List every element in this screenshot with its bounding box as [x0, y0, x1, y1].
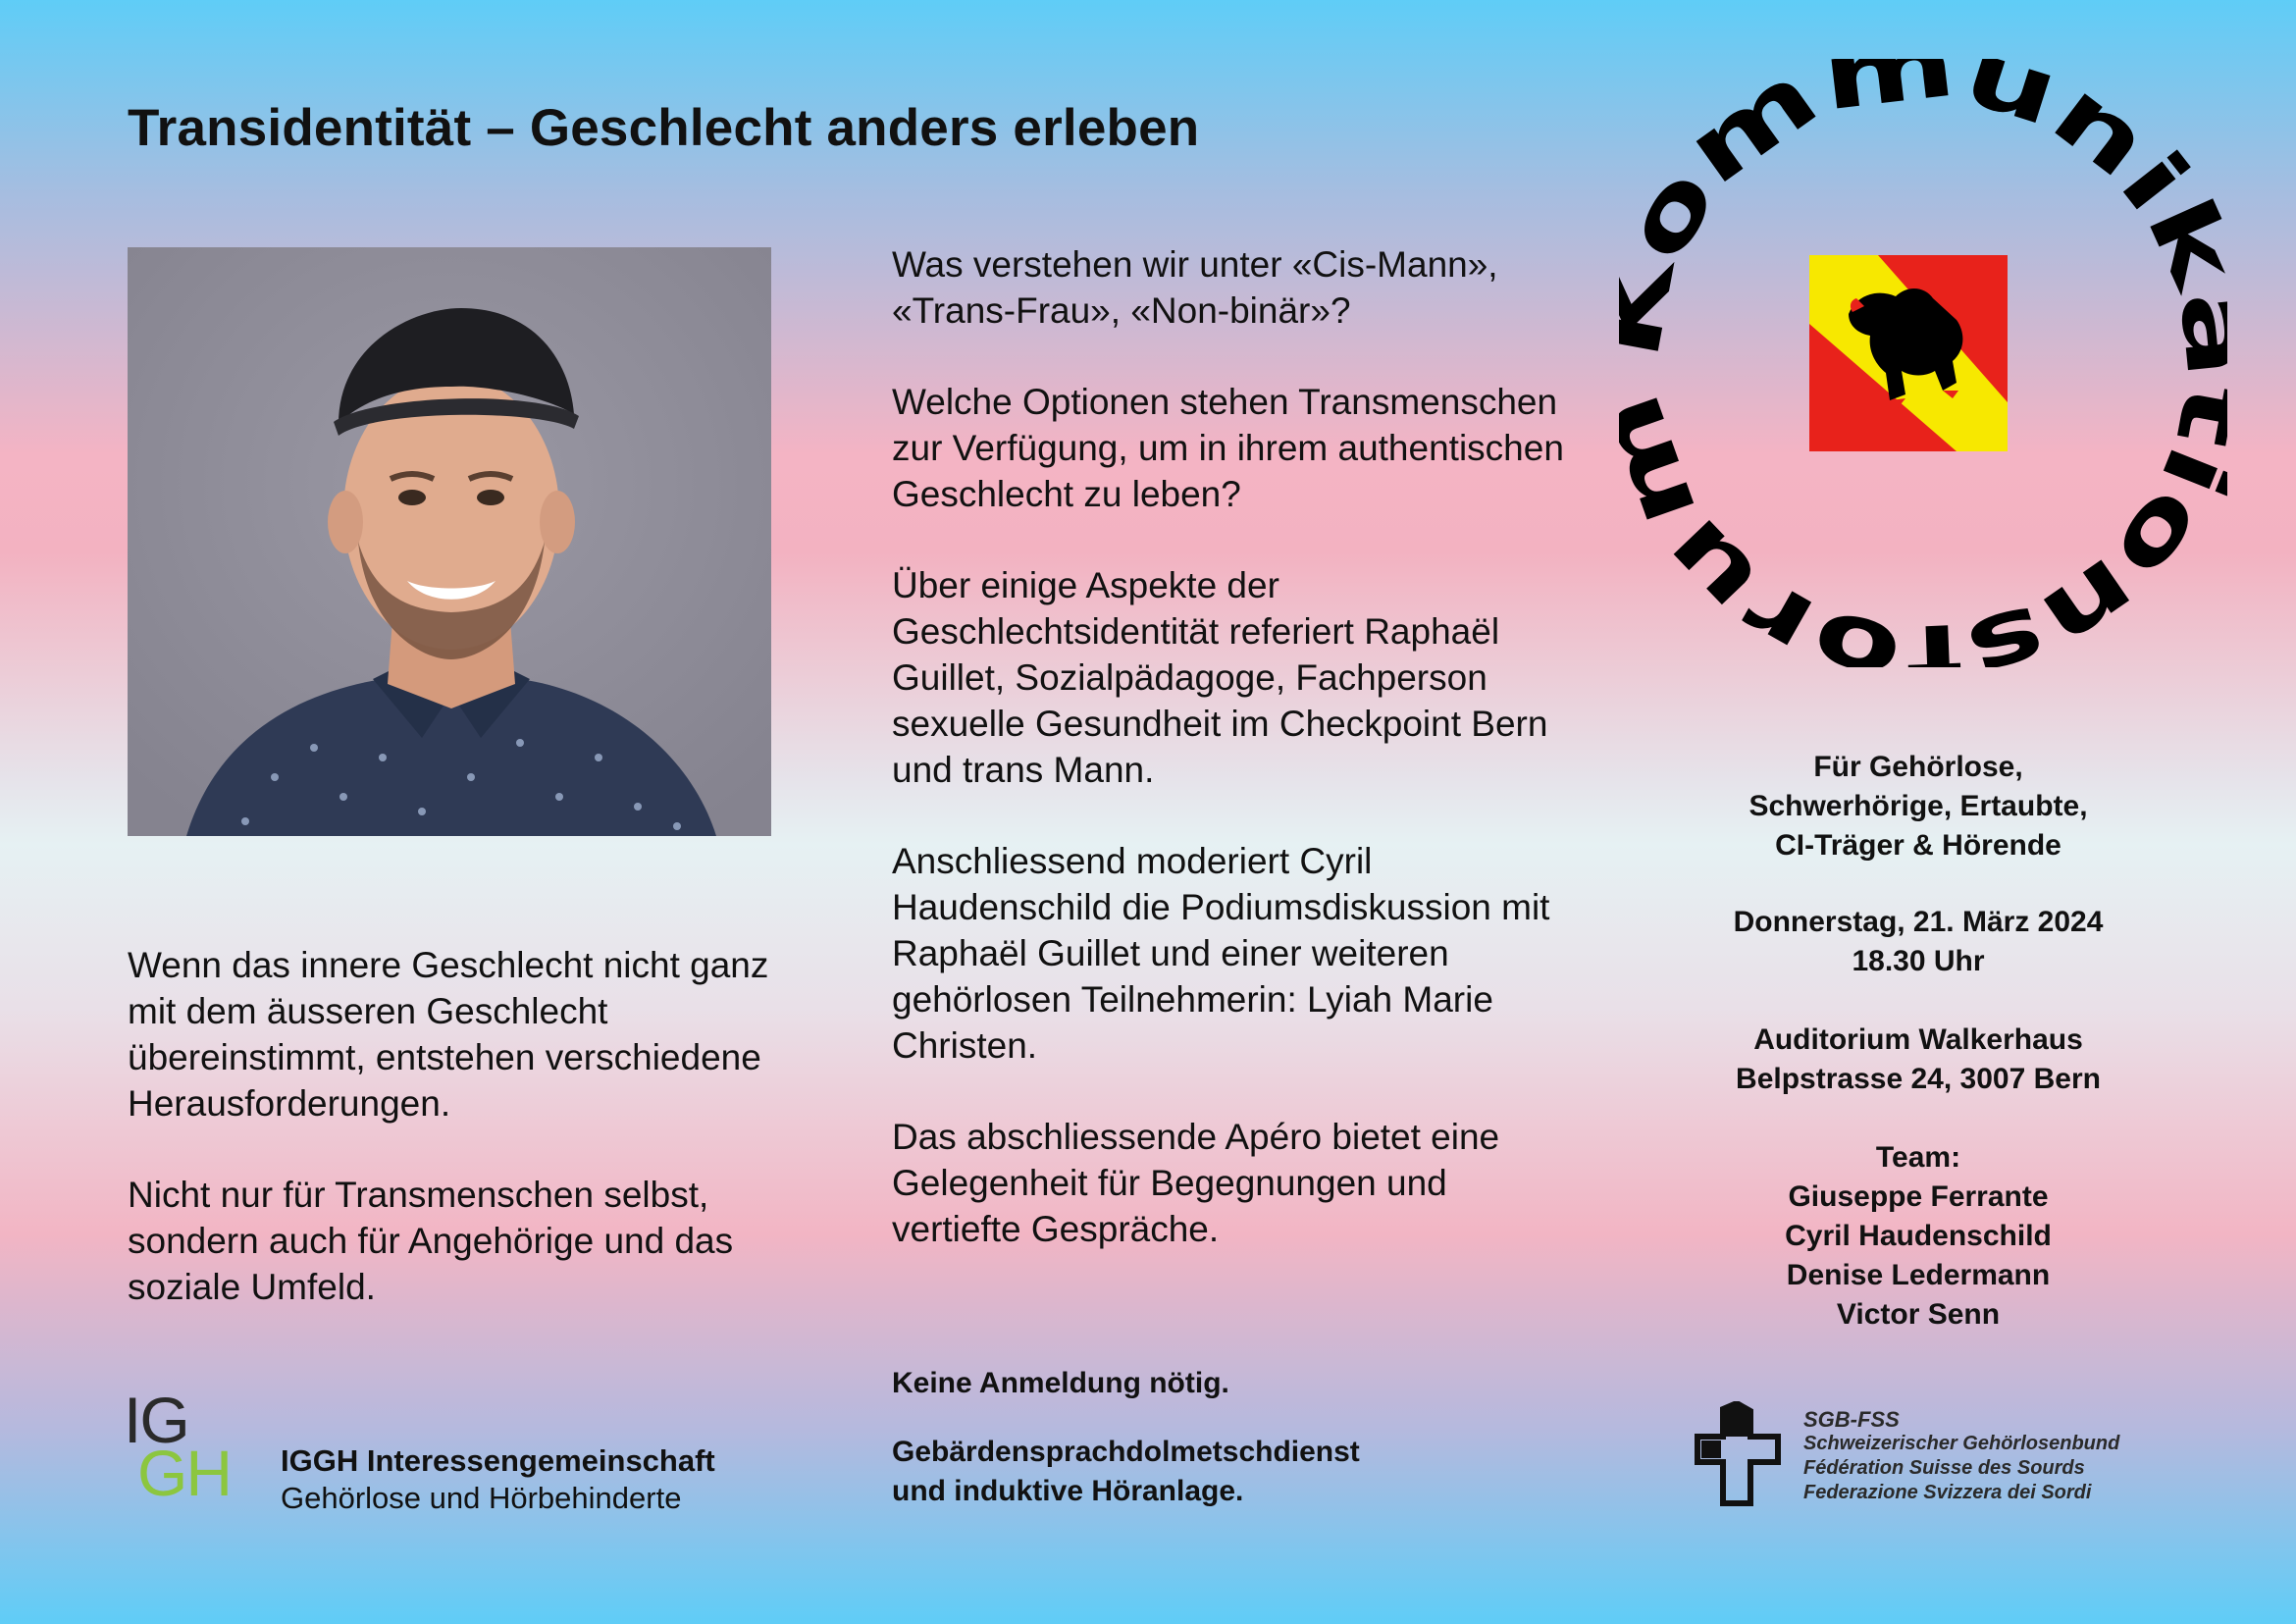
intro-paragraph: Nicht nur für Transmenschen selbst, sondern auch für Angehörige und das soziale Umfeld.: [128, 1175, 734, 1307]
description-paragraph: Über einige Aspekte der Geschlechtsidentität referiert Raphaël Guillet, Sozialpädagoge, Fachperson sexuelle Gesundheit im Checkpoint Bern und trans Mann.: [892, 565, 1548, 790]
page-title: Transidentität – Geschlecht anders erleben: [128, 99, 1200, 157]
sgb-logo-text: [1803, 1407, 2119, 1505]
event-venue: Auditorium Walkerhaus: [1753, 1023, 2083, 1056]
team-member: Cyril Haudenschild: [1785, 1220, 2052, 1252]
sgb-hand-cross-icon: [1694, 1401, 1788, 1511]
audience-line: CI-Träger & Hörende: [1775, 829, 2061, 862]
igg-logo-line2: Gehörlose und Hörbehinderte: [281, 1481, 682, 1515]
sgb-logo-line: Fédération Suisse des Sourds: [1803, 1457, 2085, 1479]
emblem-circular-text: mmuni onsforu: [1659, 59, 2227, 667]
description-text: [892, 241, 1579, 1297]
sgb-logo-name: SGB-FSS: [1803, 1407, 1900, 1432]
team-member: Victor Senn: [1836, 1298, 2001, 1331]
description-paragraph: Was verstehen wir unter «Cis-Mann», «Trans-Frau», «Non-binär»?: [892, 244, 1498, 331]
event-date: Donnerstag, 21. März 2024: [1733, 906, 2104, 938]
audience-line: Schwerhörige, Ertaubte,: [1748, 790, 2088, 822]
sgb-logo-line: Federazione Svizzera dei Sordi: [1803, 1482, 2092, 1503]
audience-info: [1668, 748, 2168, 865]
team-info: [1668, 1138, 2168, 1335]
interpreting-note-line: Gebärdensprachdolmetschdienst: [892, 1436, 1360, 1468]
registration-note: Keine Anmeldung nötig.: [892, 1367, 1229, 1399]
intro-paragraph: Wenn das innere Geschlecht nicht ganz mit dem äusseren Geschlecht übereinstimmt, entstehen verschiedene Herausforderungen.: [128, 945, 769, 1124]
igg-logo-text: [281, 1442, 715, 1517]
event-address: Belpstrasse 24, 3007 Bern: [1736, 1063, 2101, 1095]
audience-line: Für Gehörlose,: [1813, 751, 2023, 783]
igg-logo-mark-bottom: GH: [137, 1437, 231, 1509]
interpreting-note-line: und induktive Höranlage.: [892, 1475, 1244, 1507]
description-paragraph: Welche Optionen stehen Transmenschen zur Verfügung, um in ihrem authentischen Geschlecht zu leben?: [892, 382, 1564, 514]
kommunikationsforum-emblem: [1619, 59, 2227, 667]
team-member: Denise Ledermann: [1786, 1259, 2051, 1291]
bern-flag-icon: [1809, 255, 2008, 451]
description-paragraph: Anschliessend moderiert Cyril Haudenschild die Podiumsdiskussion mit Raphaël Guillet und einer weiteren gehörlosen Teilnehmerin: Lyiah Marie Christen.: [892, 841, 1550, 1066]
event-time: 18.30 Uhr: [1852, 945, 1985, 977]
igg-logo-mark-top: IG: [124, 1384, 188, 1456]
team-member: Giuseppe Ferrante: [1788, 1180, 2049, 1213]
date-time-info: [1668, 903, 2168, 981]
igg-logo-line1: IGGH Interessengemeinschaft: [281, 1443, 715, 1478]
speaker-photo: [128, 247, 771, 836]
intro-text: [128, 942, 805, 1355]
sgb-logo-line: Schweizerischer Gehörlosenbund: [1803, 1433, 2120, 1454]
description-paragraph: Das abschliessende Apéro bietet eine Gelegenheit für Begegnungen und vertiefte Gespräche.: [892, 1117, 1500, 1249]
igg-logo-mark: [124, 1384, 261, 1511]
interpreting-note: [892, 1433, 1579, 1511]
venue-info: [1668, 1021, 2168, 1099]
team-label: Team:: [1875, 1141, 1961, 1174]
